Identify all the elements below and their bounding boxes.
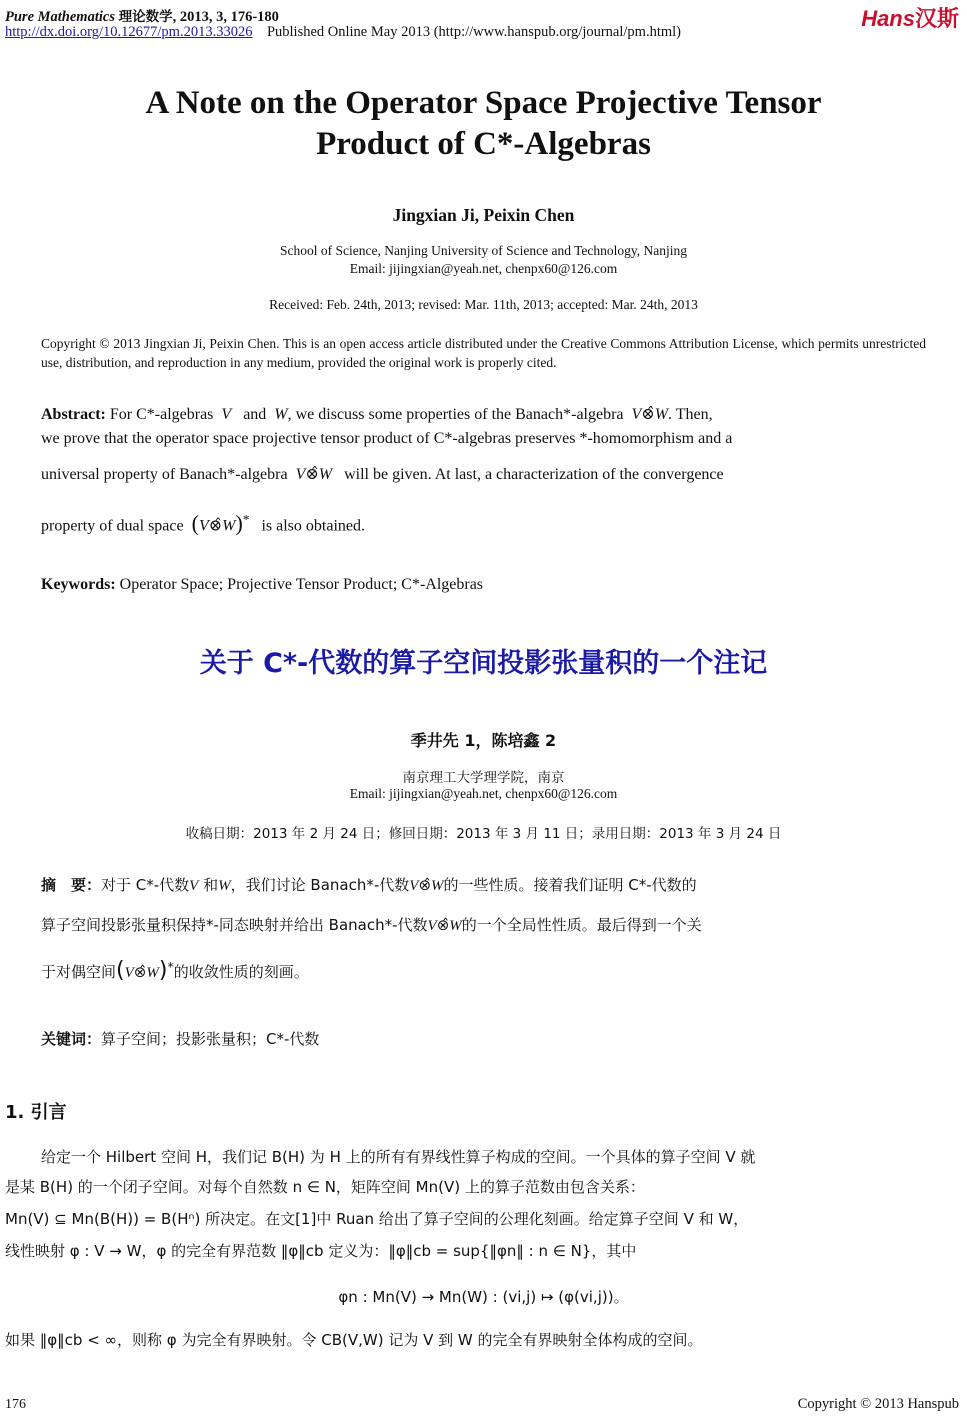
body-line-1: 给定一个 Hilbert 空间 H，我们记 B(H) 为 H 上的所有有界线性算子构成的空间。一个具体的算子空间 V 就 xyxy=(41,1148,756,1166)
cn-paper-title: 关于 C*-代数的算子空间投影张量积的一个注记 xyxy=(199,648,768,679)
journal-name-cn: 理论数学 xyxy=(118,9,173,25)
body-line-4: 线性映射 φ : V → W，φ 的完全有界范数 ‖φ‖cb 定义为：‖φ‖cb = sup{‖φn‖ : n ∈ N}，其中 xyxy=(5,1242,637,1260)
email: Email: jijingxian@yeah.net, chenpx60@126.com xyxy=(349,261,618,276)
cn-keywords: 关键词：算子空间；投影张量积；C*-代数 xyxy=(41,1030,320,1048)
cn-abstract-line-1: 摘 要：对于 C*-代数V 和W，我们讨论 Banach*-代数V⊗̂W的一些性质。接着我们证明 C*-代数的 xyxy=(41,876,697,894)
cn-email: Email: jijingxian@yeah.net, chenpx60@126.com xyxy=(349,786,618,801)
body-line-3: Mn(V) ⊆ Mn(B(H)) = B(Hⁿ) 所决定。在文[1]中 Ruan 给出了算子空间的公理化刻画。给定算子空间 V 和 W， xyxy=(5,1210,749,1228)
body-line-2: 是某 B(H) 的一个闭子空间。对每个自然数 n ∈ N，矩阵空间 Mn(V) 上的算子范数由包含关系： xyxy=(5,1178,645,1196)
abstract-line-1: Abstract: For C*-algebras V and W, we discuss some properties of the Banach*-algebra V⊗̂W. Then, xyxy=(41,406,713,423)
keywords: Keywords: Operator Space; Projective Tensor Product; C*-Algebras xyxy=(41,576,484,593)
authors: Jingxian Ji, Peixin Chen xyxy=(392,205,575,225)
page-number: 176 xyxy=(5,1397,26,1412)
journal-volume: , 2013, 3, 176-180 xyxy=(172,9,279,25)
cn-dates: 收稿日期：2013 年 2 月 24 日；修回日期：2013 年 3 月 11 日；录用日期：2013 年 3 月 24 日 xyxy=(185,826,782,842)
copyright-notice: Copyright © 2013 Jingxian Ji, Peixin Chen. This is an open access article distributed under the Creative Commons Attribution License, which permits unrestricted use, distribution, and reproduction in any medium, provided the original work is properly cited. xyxy=(41,336,926,370)
received-dates: Received: Feb. 24th, 2013; revised: Mar. 11th, 2013; accepted: Mar. 24th, 2013 xyxy=(269,297,698,312)
abstract-line-2: we prove that the operator space projective tensor product of C*-algebras preserves *-homomorphism and a xyxy=(41,430,733,447)
cn-abstract-line-3: 于对偶空间(V⊗̂W)*的收敛性质的刻画。 xyxy=(41,958,309,983)
display-equation: φn : Mn(V) → Mn(W) : (vi,j) ↦ (φ(vi,j))。 xyxy=(338,1288,629,1306)
published-online: Published Online May 2013 (http://www.hanspub.org/journal/pm.html) xyxy=(266,24,681,40)
section-heading-introduction: 1. 引言 xyxy=(5,1102,67,1123)
running-header-doi xyxy=(5,24,681,41)
doi-link[interactable]: http://dx.doi.org/10.12677/pm.2013.33026 xyxy=(5,24,253,40)
body-line-5: 如果 ‖φ‖cb < ∞，则称 φ 为完全有界映射。令 CB(V,W) 记为 V 到 W 的完全有界映射全体构成的空间。 xyxy=(5,1331,703,1349)
hanspub-logo: Hans汉斯 xyxy=(861,6,959,32)
abstract-line-3: universal property of Banach*-algebra V⊗̂W will be given. At last, a characterization of the convergence xyxy=(41,466,724,483)
journal-name: Pure Mathematics xyxy=(5,9,115,25)
affiliation: School of Science, Nanjing University of Science and Technology, Nanjing xyxy=(280,243,687,258)
paper-title: A Note on the Operator Space Projective Tensor Product of C*-Algebras xyxy=(145,85,822,162)
cn-abstract-line-2: 算子空间投影张量积保持*-同态映射并给出 Banach*-代数V⊗̂W的一个全局性性质。最后得到一个关 xyxy=(41,916,702,934)
running-header-journal xyxy=(5,5,279,26)
cn-authors: 季井先 1，陈培鑫 2 xyxy=(410,731,557,750)
footer-copyright: Copyright © 2013 Hanspub xyxy=(797,1396,959,1412)
cn-affiliation: 南京理工大学理学院，南京 xyxy=(402,770,565,786)
abstract-line-4: property of dual space (V⊗̂W)* is also obtained. xyxy=(41,510,365,536)
